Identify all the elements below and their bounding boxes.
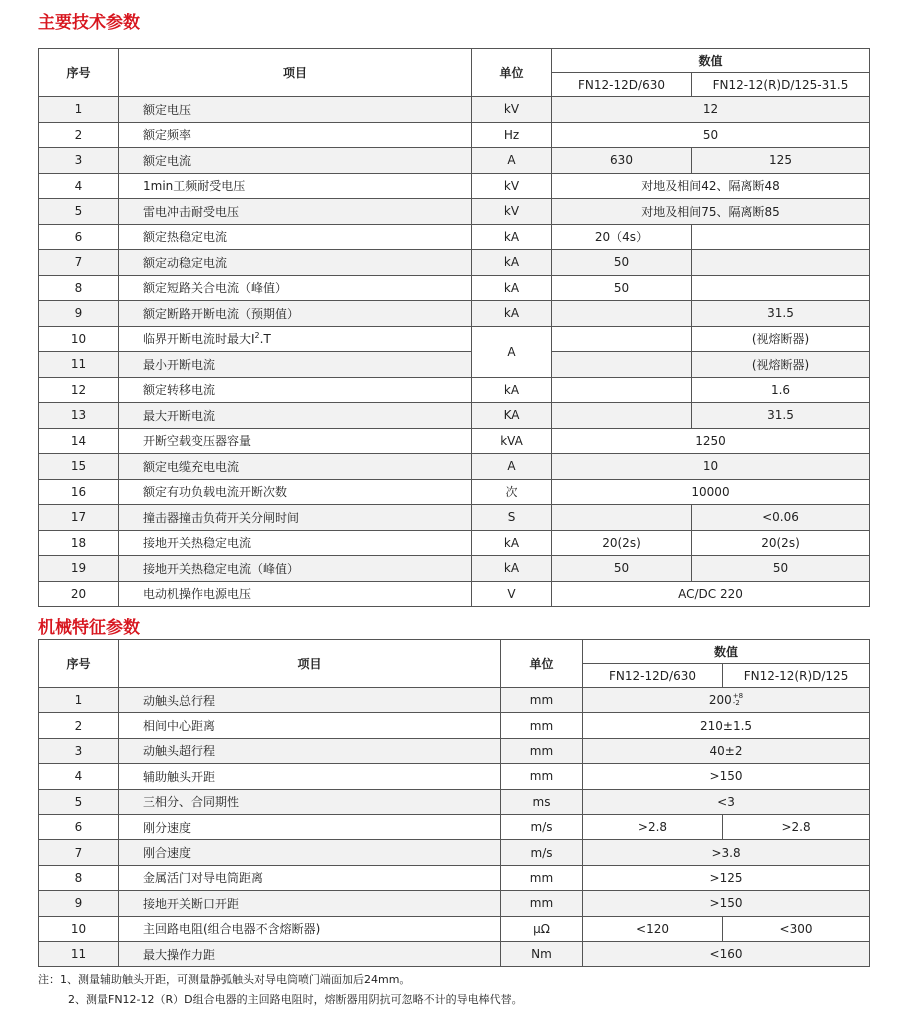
row-value-b: >2.8 <box>723 814 870 839</box>
row-no: 8 <box>39 865 119 890</box>
header-model-a: FN12-12D/630 <box>552 73 692 97</box>
table-row <box>39 814 870 839</box>
header-value: 数值 <box>583 640 870 664</box>
row-no: 1 <box>39 688 119 713</box>
row-unit: A <box>472 148 552 174</box>
row-value-a: 630 <box>552 148 692 174</box>
row-value: 1250 <box>552 428 870 454</box>
row-value-a: <120 <box>583 916 723 941</box>
row-value-b <box>692 224 870 250</box>
row-item: 辅助触头开距 <box>119 764 501 789</box>
row-item-sup: 2 <box>254 331 260 341</box>
notes <box>38 970 523 1010</box>
row-value-b: <0.06 <box>692 505 870 531</box>
table-row <box>39 789 870 814</box>
row-value: AC/DC 220 <box>552 581 870 607</box>
row-item: 额定电缆充电电流 <box>119 454 472 480</box>
row-value-b <box>692 250 870 276</box>
row-unit: A <box>472 326 552 377</box>
table-row <box>39 97 870 123</box>
row-no: 8 <box>39 275 119 301</box>
row-value-b: 20(2s) <box>692 530 870 556</box>
row-no: 5 <box>39 789 119 814</box>
row-no: 3 <box>39 738 119 763</box>
row-value: 40±2 <box>583 738 870 763</box>
row-unit: kA <box>472 301 552 327</box>
row-unit: KA <box>472 403 552 429</box>
table-row <box>39 377 870 403</box>
row-value-b: <300 <box>723 916 870 941</box>
table-row <box>39 326 870 352</box>
row-value-b: 1.6 <box>692 377 870 403</box>
row-no: 18 <box>39 530 119 556</box>
row-no: 5 <box>39 199 119 225</box>
section-title-mechanical: 机械特征参数 <box>38 618 140 638</box>
row-no: 4 <box>39 764 119 789</box>
row-value-b: 31.5 <box>692 301 870 327</box>
table-row <box>39 250 870 276</box>
row-unit: Hz <box>472 122 552 148</box>
row-item: 接地开关热稳定电流 <box>119 530 472 556</box>
row-unit: kA <box>472 224 552 250</box>
note-1: 注：1、测量辅助触头开距，可测量静弧触头对导电筒喷门端面加后24mm。 <box>38 973 411 986</box>
header-model-b: FN12-12(R)D/125 <box>723 664 870 688</box>
table-row <box>39 581 870 607</box>
row-item: 撞击器撞击负荷开关分闸时间 <box>119 505 472 531</box>
table-row <box>39 224 870 250</box>
note-2: 2、测量FN12-12（R）D组合电器的主回路电阻时，熔断器用阴抗可忽略不计的导电棒代替。 <box>68 993 523 1006</box>
tolerance-minus: -2 <box>732 699 740 708</box>
row-unit: kV <box>472 199 552 225</box>
row-no: 6 <box>39 814 119 839</box>
row-no: 11 <box>39 941 119 966</box>
row-unit: mm <box>501 764 583 789</box>
row-item: 额定电压 <box>119 97 472 123</box>
row-item: 相间中心距离 <box>119 713 501 738</box>
row-no: 20 <box>39 581 119 607</box>
row-item: 电动机操作电源电压 <box>119 581 472 607</box>
row-item: 最大操作力距 <box>119 941 501 966</box>
row-value-a: 20（4s） <box>552 224 692 250</box>
row-item: 额定动稳定电流 <box>119 250 472 276</box>
row-value-b: 125 <box>692 148 870 174</box>
row-item: 额定频率 <box>119 122 472 148</box>
row-value <box>583 688 870 713</box>
row-value-b: (视熔断器) <box>692 326 870 352</box>
row-no: 13 <box>39 403 119 429</box>
row-item: 雷电冲击耐受电压 <box>119 199 472 225</box>
row-value-a <box>552 301 692 327</box>
row-value: >150 <box>583 764 870 789</box>
row-unit: mm <box>501 688 583 713</box>
row-unit: kV <box>472 97 552 123</box>
row-item-text: 临界开断电流时最大I <box>143 332 255 347</box>
technical-params-table <box>38 48 870 607</box>
row-no: 17 <box>39 505 119 531</box>
row-value: <160 <box>583 941 870 966</box>
row-unit: S <box>472 505 552 531</box>
row-value: 10 <box>552 454 870 480</box>
row-value-a <box>552 326 692 352</box>
row-item: 额定短路关合电流（峰值） <box>119 275 472 301</box>
header-unit: 单位 <box>472 49 552 97</box>
table-row <box>39 403 870 429</box>
row-item: 最大开断电流 <box>119 403 472 429</box>
table-row <box>39 891 870 916</box>
table-row <box>39 122 870 148</box>
header-item: 项目 <box>119 640 501 688</box>
table-row <box>39 530 870 556</box>
row-value-b <box>692 275 870 301</box>
row-no: 9 <box>39 891 119 916</box>
mechanical-params-table <box>38 639 870 967</box>
row-value: 210±1.5 <box>583 713 870 738</box>
row-value-b: 50 <box>692 556 870 582</box>
row-item: 额定电流 <box>119 148 472 174</box>
table-row <box>39 713 870 738</box>
header-model-b: FN12-12(R)D/125-31.5 <box>692 73 870 97</box>
row-unit: V <box>472 581 552 607</box>
header-model-a: FN12-12D/630 <box>583 664 723 688</box>
row-no: 1 <box>39 97 119 123</box>
row-no: 7 <box>39 840 119 865</box>
row-item: 额定断路开断电流（预期值） <box>119 301 472 327</box>
row-unit: mm <box>501 891 583 916</box>
table-row <box>39 916 870 941</box>
row-unit: mm <box>501 738 583 763</box>
table-row <box>39 428 870 454</box>
header-no: 序号 <box>39 640 119 688</box>
row-item: 最小开断电流 <box>119 352 472 378</box>
row-item: 刚合速度 <box>119 840 501 865</box>
row-unit: m/s <box>501 814 583 839</box>
row-unit: ms <box>501 789 583 814</box>
row-value-b: (视熔断器) <box>692 352 870 378</box>
table-row <box>39 941 870 966</box>
table-row <box>39 764 870 789</box>
table-row <box>39 301 870 327</box>
row-unit: 次 <box>472 479 552 505</box>
row-item: 1min工频耐受电压 <box>119 173 472 199</box>
row-value-a: >2.8 <box>583 814 723 839</box>
row-value-a <box>552 403 692 429</box>
row-value-tolerance <box>733 693 743 707</box>
row-no: 19 <box>39 556 119 582</box>
row-no: 14 <box>39 428 119 454</box>
row-unit: Nm <box>501 941 583 966</box>
row-no: 16 <box>39 479 119 505</box>
row-unit: kA <box>472 275 552 301</box>
header-no: 序号 <box>39 49 119 97</box>
row-item: 额定热稳定电流 <box>119 224 472 250</box>
row-value: 10000 <box>552 479 870 505</box>
row-item: 接地开关热稳定电流（峰值） <box>119 556 472 582</box>
row-item: 刚分速度 <box>119 814 501 839</box>
row-value: >150 <box>583 891 870 916</box>
row-value: >3.8 <box>583 840 870 865</box>
row-item: 额定转移电流 <box>119 377 472 403</box>
row-no: 11 <box>39 352 119 378</box>
row-value-main: 200 <box>708 692 732 707</box>
row-unit: mm <box>501 713 583 738</box>
table-row <box>39 148 870 174</box>
row-item: 动触头超行程 <box>119 738 501 763</box>
row-value: <3 <box>583 789 870 814</box>
row-unit: kVA <box>472 428 552 454</box>
table-row <box>39 738 870 763</box>
row-unit: kV <box>472 173 552 199</box>
row-no: 2 <box>39 713 119 738</box>
row-no: 9 <box>39 301 119 327</box>
row-value: 对地及相间42、隔离断48 <box>552 173 870 199</box>
row-no: 4 <box>39 173 119 199</box>
row-item <box>119 326 472 352</box>
row-no: 6 <box>39 224 119 250</box>
table-row <box>39 454 870 480</box>
row-item-tail: .T <box>259 332 271 347</box>
table-row <box>39 173 870 199</box>
row-unit: μΩ <box>501 916 583 941</box>
row-unit: mm <box>501 865 583 890</box>
row-value-a: 50 <box>552 556 692 582</box>
row-unit: kA <box>472 250 552 276</box>
row-no: 2 <box>39 122 119 148</box>
row-no: 12 <box>39 377 119 403</box>
row-item: 主回路电阻(组合电器不含熔断器) <box>119 916 501 941</box>
row-value-a <box>552 352 692 378</box>
row-value-b: 31.5 <box>692 403 870 429</box>
row-item: 开断空载变压器容量 <box>119 428 472 454</box>
row-no: 15 <box>39 454 119 480</box>
table-row <box>39 840 870 865</box>
row-value-a: 50 <box>552 250 692 276</box>
row-value: 50 <box>552 122 870 148</box>
row-no: 10 <box>39 916 119 941</box>
row-no: 3 <box>39 148 119 174</box>
row-no: 10 <box>39 326 119 352</box>
header-unit: 单位 <box>501 640 583 688</box>
row-unit: kA <box>472 377 552 403</box>
header-item: 项目 <box>119 49 472 97</box>
row-value: 12 <box>552 97 870 123</box>
row-value: >125 <box>583 865 870 890</box>
tolerance-plus: +8 <box>732 692 744 701</box>
row-unit: kA <box>472 530 552 556</box>
table-row <box>39 199 870 225</box>
row-value: 对地及相间75、隔离断85 <box>552 199 870 225</box>
row-unit: m/s <box>501 840 583 865</box>
row-item: 金属活门对导电筒距离 <box>119 865 501 890</box>
row-item: 接地开关断口开距 <box>119 891 501 916</box>
table-row <box>39 479 870 505</box>
row-value-a: 20(2s) <box>552 530 692 556</box>
section-title-technical: 主要技术参数 <box>38 13 140 33</box>
row-unit: kA <box>472 556 552 582</box>
table-row <box>39 275 870 301</box>
row-value-a <box>552 377 692 403</box>
row-item: 三相分、合同期性 <box>119 789 501 814</box>
row-value-a: 50 <box>552 275 692 301</box>
row-unit: A <box>472 454 552 480</box>
row-item: 动触头总行程 <box>119 688 501 713</box>
header-value: 数值 <box>552 49 870 73</box>
table-row <box>39 688 870 713</box>
table-row <box>39 556 870 582</box>
table-row <box>39 505 870 531</box>
row-no: 7 <box>39 250 119 276</box>
row-value-a <box>552 505 692 531</box>
table-row <box>39 865 870 890</box>
table-row <box>39 352 870 378</box>
row-item: 额定有功负载电流开断次数 <box>119 479 472 505</box>
